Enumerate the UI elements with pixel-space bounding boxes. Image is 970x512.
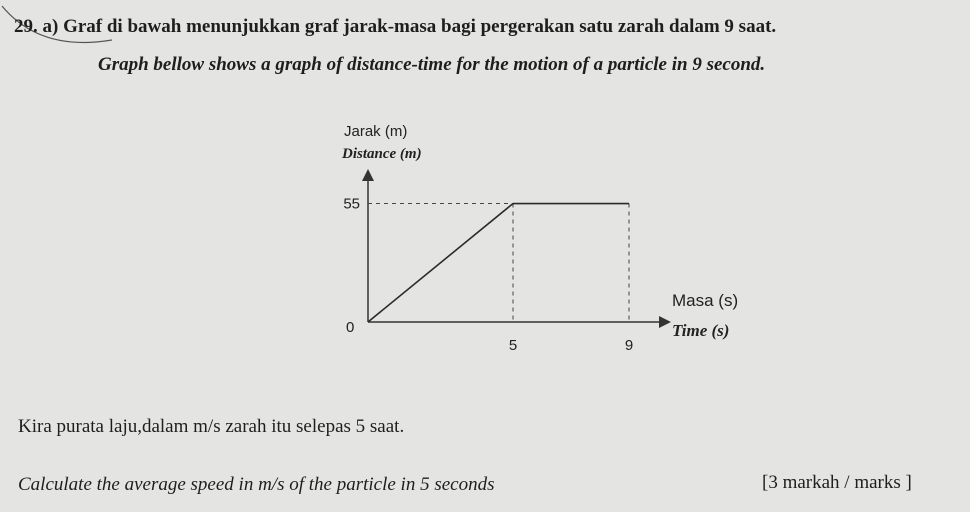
- distance-time-graph: [320, 110, 790, 360]
- question-line-english: Graph bellow shows a graph of distance-time for the motion of a particle in 9 second.: [98, 54, 766, 75]
- y-tick-label-55: 55: [343, 195, 360, 213]
- origin-label: 0: [346, 319, 355, 336]
- series-segment-0: [368, 204, 513, 322]
- marks-label: [3 markah / marks ]: [762, 472, 912, 493]
- task-english: Calculate the average speed in m/s of the particle in 5 seconds: [18, 474, 495, 495]
- y-axis-label-malay: Jarak (m): [344, 123, 408, 140]
- x-tick-label-9: 9: [624, 337, 634, 354]
- x-axis-label-malay: Masa (s): [672, 291, 739, 310]
- task-malay: Kira purata laju,dalam m/s zarah itu selepas 5 saat.: [18, 416, 405, 437]
- y-axis-label-english: Distance (m): [342, 146, 422, 162]
- question-line-malay: 29. a) Graf di bawah menunjukkan graf jarak-masa bagi pergerakan satu zarah dalam 9 saat.: [14, 16, 777, 37]
- x-axis-label-english: Time (s): [672, 321, 730, 340]
- x-tick-label-5: 5: [508, 337, 518, 354]
